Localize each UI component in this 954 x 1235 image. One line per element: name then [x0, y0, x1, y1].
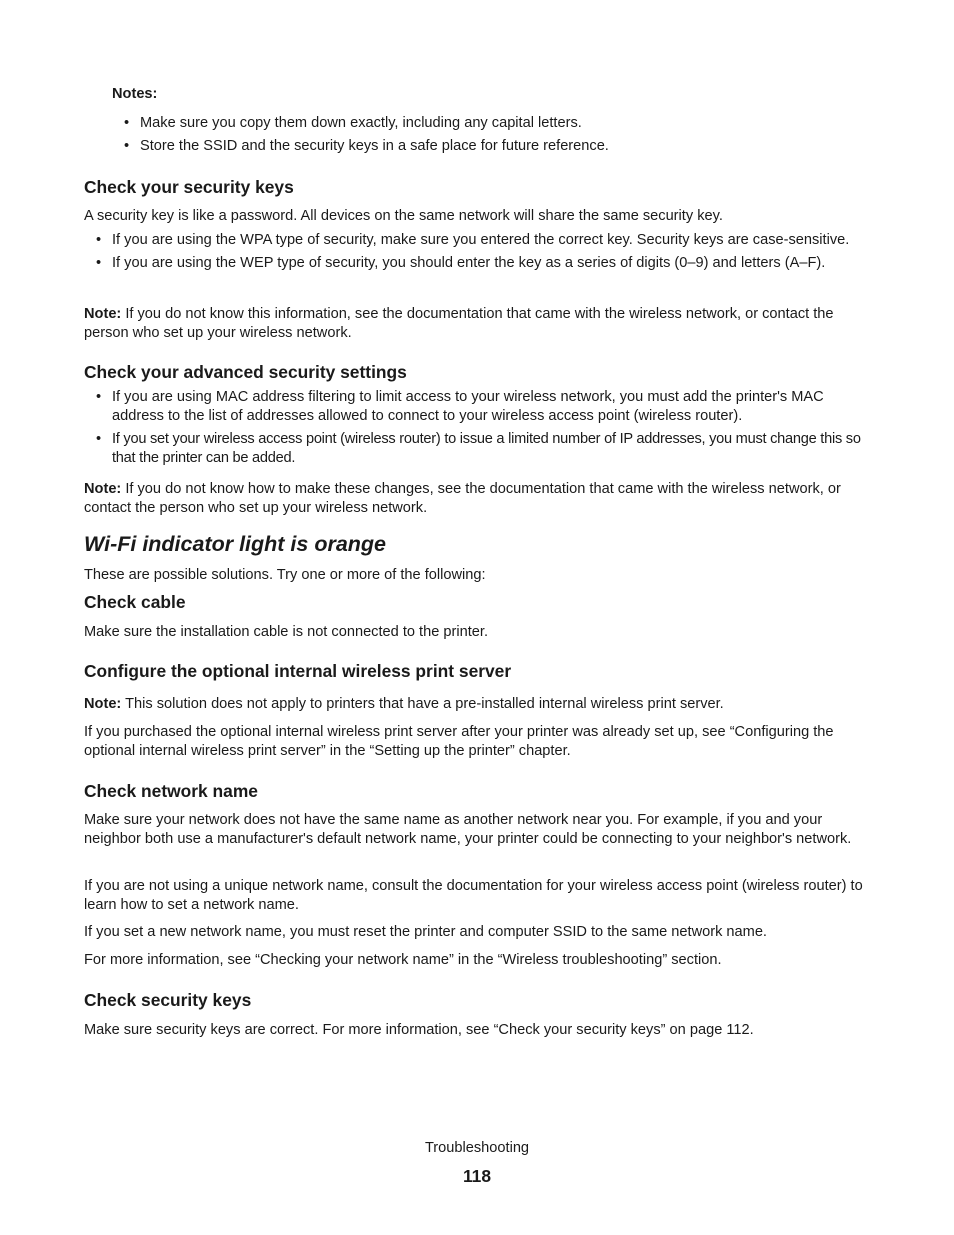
paragraph: If you set a new network name, you must reset the printer and computer SSID to the same network name. — [84, 924, 767, 940]
bullet-icon: • — [96, 431, 101, 447]
bullet-icon: • — [124, 115, 130, 131]
section-heading: Check cable — [84, 592, 186, 612]
list-item: • Make sure you copy them down exactly, including any capital letters. — [124, 115, 582, 131]
paragraph: If you are not using a unique network name, consult the documentation for your wireless access point (wireless router) to learn how to set a network name. — [84, 878, 863, 913]
paragraph: A security key is like a password. All devices on the same network will share the same security key. — [84, 208, 723, 224]
notes-label: Notes: — [112, 86, 158, 102]
note-paragraph: Note: If you do not know this information, see the documentation that came with the wireless network, or contact the person who set up your wireless network. — [84, 306, 834, 341]
bullet-list — [84, 231, 874, 277]
section-heading: Check your security keys — [84, 177, 294, 197]
section-heading: Check your advanced security settings — [84, 362, 407, 382]
paragraph: If you purchased the optional internal wireless print server after your printer was already set up, see “Configuring the optional internal wireless print server” in the “Setting up the printer” chapter. — [84, 724, 834, 759]
note-paragraph: Note: This solution does not apply to printers that have a pre-installed internal wireless print server. — [84, 696, 724, 712]
notes-block — [112, 85, 874, 104]
page-number: 118 — [462, 1166, 492, 1186]
list-item: • If you set your wireless access point (wireless router) to issue a limited number of IP addresses, you must change this so that the printer can be added. — [96, 431, 861, 466]
section-heading: Check network name — [84, 781, 258, 801]
paragraph: Make sure your network does not have the same name as another network near you. For example, if you and your neighbor both use a manufacturer's default network name, your printer could be connecting to your neighbor's network. — [84, 812, 852, 847]
bullet-icon: • — [96, 255, 102, 271]
notes-list — [112, 114, 874, 160]
section-heading: Check security keys — [84, 990, 252, 1010]
note-label: Note: — [84, 481, 122, 497]
list-item: • If you are using the WPA type of security, make sure you entered the correct key. Security keys are case-sensitive. — [96, 232, 850, 248]
list-item: • Store the SSID and the security keys in a safe place for future reference. — [124, 138, 609, 154]
note-label: Note: — [84, 306, 122, 322]
paragraph: Make sure the installation cable is not connected to the printer. — [84, 624, 488, 640]
paragraph: These are possible solutions. Try one or more of the following: — [84, 567, 486, 583]
bullet-icon: • — [96, 232, 102, 248]
note-paragraph: Note: If you do not know how to make these changes, see the documentation that came with the wireless network, or contact the person who set up your wireless network. — [84, 481, 841, 516]
section-heading: Configure the optional internal wireless print server — [84, 661, 512, 681]
footer-section-label: Troubleshooting — [424, 1140, 530, 1156]
paragraph: For more information, see “Checking your network name” in the “Wireless troubleshooting” section. — [84, 952, 722, 968]
list-item: • If you are using the WEP type of security, you should enter the key as a series of digits (0–9) and letters (A–F). — [96, 255, 826, 271]
list-item: • If you are using MAC address filtering to limit access to your wireless network, you must add the printer's MAC address to the list of addresses allowed to connect to your wireless access point (wireless router). — [96, 389, 824, 424]
paragraph: Make sure security keys are correct. For more information, see “Check your security keys” on page 112. — [84, 1022, 754, 1038]
bullet-icon: • — [124, 138, 130, 154]
bullet-icon: • — [96, 389, 102, 405]
chapter-heading: Wi-Fi indicator light is orange — [84, 532, 387, 556]
bullet-list — [84, 388, 874, 472]
note-label: Note: — [84, 696, 122, 712]
